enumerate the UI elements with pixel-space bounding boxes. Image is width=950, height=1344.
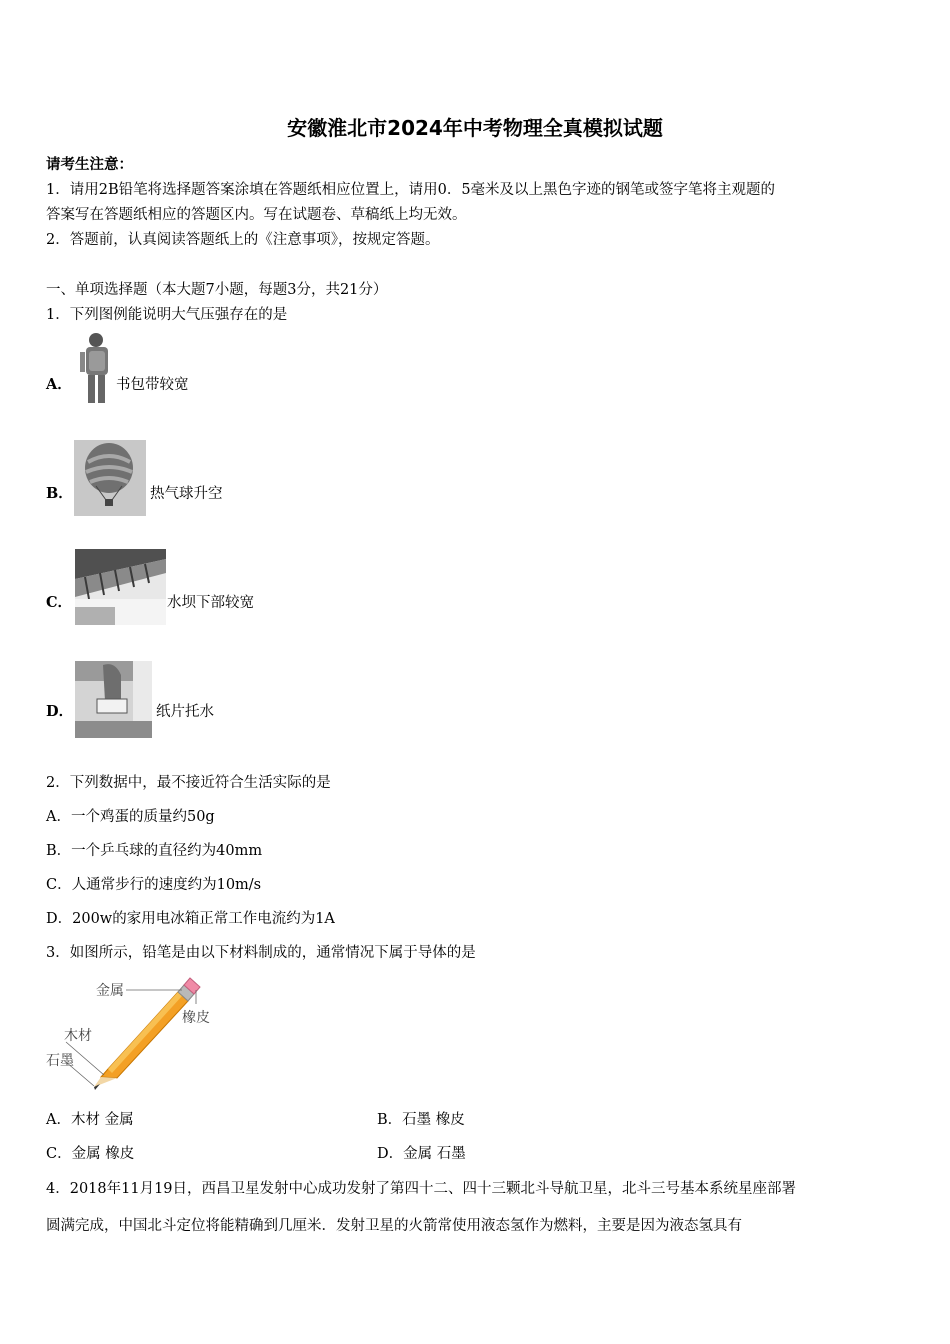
- section-heading: 一、单项选择题（本大题7小题，每题3分，共21分）: [46, 282, 388, 298]
- q4-stem-line-1: 4．2018年11月19日，西昌卫星发射中心成功发射了第四十二、四十三颗北斗导航卫星，北斗三号基本系统星座部署: [46, 1181, 797, 1197]
- paper-holding-water-image: [75, 661, 152, 738]
- notice-line-1: 1．请用2B铅笔将选择题答案涂填在答题纸相应位置上，请用0．5毫米及以上黑色字迹的钢笔或签字笔将主观题的: [46, 182, 776, 198]
- q2-stem: 2．下列数据中，最不接近符合生活实际的是: [46, 775, 331, 791]
- q2-option-b: B．一个乒乓球的直径约为40mm: [46, 843, 263, 859]
- q1-stem: 1．下列图例能说明大气压强存在的是: [46, 307, 288, 323]
- dam-image: [75, 549, 166, 625]
- q1-option-c-text: 水坝下部较宽: [167, 595, 254, 611]
- q2-option-a: A．一个鸡蛋的质量约50g: [46, 809, 215, 825]
- page-title: 安徽淮北市2024年中考物理全真模拟试题: [287, 116, 663, 140]
- notice-line-1-continued: 答案写在答题纸相应的答题区内。写在试题卷、草稿纸上均无效。: [46, 207, 467, 223]
- label-wood: 木材: [64, 1028, 92, 1044]
- q4-stem-line-2: 圆满完成，中国北斗定位将能精确到几厘米．发射卫星的火箭常使用液态氢作为燃料，主要是因为液态氢具有: [46, 1218, 742, 1234]
- hot-air-balloon-image: [74, 440, 146, 516]
- q2-option-d: D．200w的家用电冰箱正常工作电流约为1A: [46, 911, 335, 927]
- q3-option-d: D．金属 石墨: [377, 1146, 466, 1162]
- backpack-student-image: [76, 330, 114, 406]
- label-metal: 金属: [96, 983, 124, 999]
- notice-heading: 请考生注意：: [46, 156, 133, 173]
- q1-option-d-letter: D．: [46, 703, 74, 720]
- q1-option-b-letter: B．: [46, 485, 73, 502]
- label-rubber: 橡皮: [182, 1010, 210, 1026]
- q2-option-c: C．人通常步行的速度约为10m/s: [46, 877, 262, 893]
- q1-option-c-letter: C．: [46, 594, 73, 611]
- q1-option-d-text: 纸片托水: [156, 704, 214, 720]
- q1-option-b-text: 热气球升空: [150, 486, 223, 502]
- q3-option-a: A．木材 金属: [46, 1112, 134, 1128]
- q3-stem: 3．如图所示，铅笔是由以下材料制成的，通常情况下属于导体的是: [46, 945, 476, 961]
- label-graphite: 石墨: [46, 1053, 74, 1069]
- q1-option-a-text: 书包带较宽: [116, 377, 189, 393]
- q3-option-b: B．石墨 橡皮: [377, 1112, 465, 1128]
- notice-line-2: 2．答题前，认真阅读答题纸上的《注意事项》，按规定答题。: [46, 232, 440, 248]
- q3-option-c: C．金属 橡皮: [46, 1146, 135, 1162]
- q1-option-a-letter: A．: [46, 376, 72, 393]
